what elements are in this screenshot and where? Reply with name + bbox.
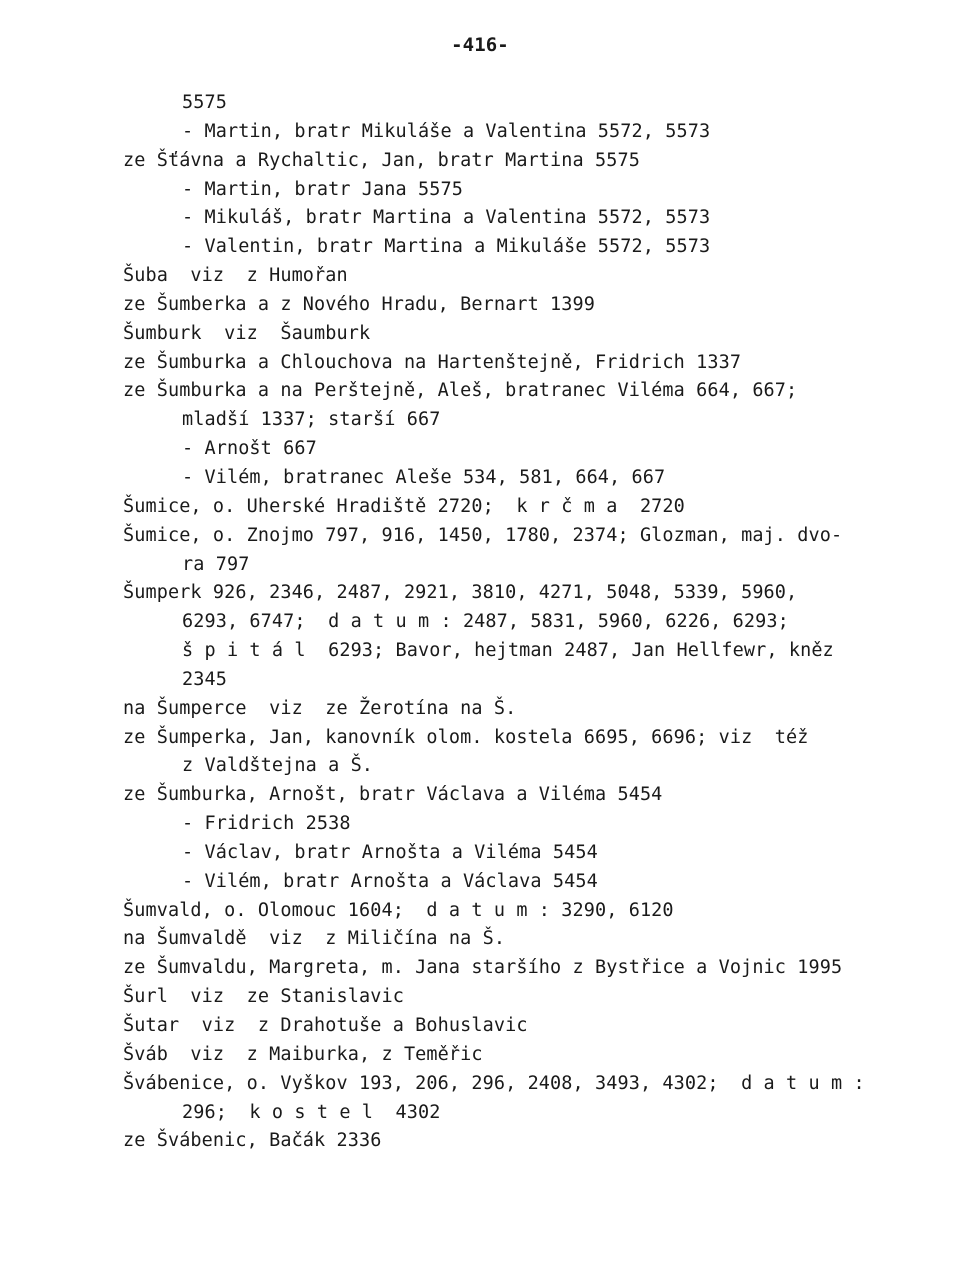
index-line-continuation: 5575 xyxy=(182,92,227,113)
index-line: Šuba viz z Humořan xyxy=(123,265,348,287)
index-line: ze Šumburka a Chlouchova na Hartenštejně, Fridrich 1337 xyxy=(123,351,742,373)
index-line-continuation: - Václav, bratr Arnošta a Viléma 5454 xyxy=(182,841,598,863)
index-line: na Šumperce viz ze Žerotína na Š. xyxy=(123,697,517,719)
index-line-continuation: - Valentin, bratr Martina a Mikuláše 5572, 5573 xyxy=(182,236,711,258)
index-line: Šurl viz ze Stanislavic xyxy=(123,986,404,1008)
page-number: -416- xyxy=(451,34,509,56)
index-line: Švábenice, o. Vyškov 193, 206, 296, 2408, 3493, 4302; d a t u m : xyxy=(123,1072,865,1094)
index-line: ze Šumperka, Jan, kanovník olom. kostela 6695, 6696; viz též xyxy=(123,726,809,748)
index-line-continuation: 2345 xyxy=(182,668,227,690)
index-line-continuation: - Vilém, bratr Arnošta a Václava 5454 xyxy=(182,870,598,892)
index-line: Šumburk viz Šaumburk xyxy=(123,322,371,344)
index-line-continuation: - Martin, bratr Mikuláše a Valentina 5572, 5573 xyxy=(182,120,711,142)
index-line: ze Šumberka a z Nového Hradu, Bernart 1399 xyxy=(123,293,595,315)
index-line-continuation: 296; k o s t e l 4302 xyxy=(182,1101,441,1123)
index-line: Šumvald, o. Olomouc 1604; d a t u m : 3290, 6120 xyxy=(123,899,674,921)
index-line: ze Šumburka a na Perštejně, Aleš, bratranec Viléma 664, 667; xyxy=(123,380,798,402)
index-line: ze Švábenic, Bačák 2336 xyxy=(123,1130,382,1152)
index-line-continuation: z Valdštejna a Š. xyxy=(182,755,374,777)
index-line: ze Šumburka, Arnošt, bratr Václava a Viléma 5454 xyxy=(123,784,663,806)
index-line-continuation: ra 797 xyxy=(182,553,250,575)
index-line: Šumice, o. Znojmo 797, 916, 1450, 1780, 2374; Glozman, maj. dvo- xyxy=(123,524,843,546)
index-line: Šutar viz z Drahotuše a Bohuslavic xyxy=(123,1015,528,1036)
index-line: Šumperk 926, 2346, 2487, 2921, 3810, 4271, 5048, 5339, 5960, xyxy=(123,582,798,604)
index-line-continuation: - Mikuláš, bratr Martina a Valentina 5572, 5573 xyxy=(182,207,711,229)
index-line-continuation: mladší 1337; starší 667 xyxy=(182,409,441,431)
index-line: na Šumvaldě viz z Miličína na Š. xyxy=(123,928,506,950)
index-line: ze Šumvaldu, Margreta, m. Jana staršího z Bystřice a Vojnic 1995 xyxy=(123,957,843,979)
index-line-continuation: š p i t á l 6293; Bavor, hejtman 2487, Jan Hellfewr, kněz xyxy=(182,640,834,662)
index-line-continuation: - Fridrich 2538 xyxy=(182,813,351,835)
index-line: Šváb viz z Maiburka, z Teměřic xyxy=(123,1043,483,1065)
index-line-continuation: 6293, 6747; d a t u m : 2487, 5831, 5960, 6226, 6293; xyxy=(182,611,789,633)
index-line-continuation: - Martin, bratr Jana 5575 xyxy=(182,178,463,200)
index-entries xyxy=(123,89,923,1156)
index-line-continuation: - Vilém, bratranec Aleše 534, 581, 664, 667 xyxy=(182,466,666,488)
index-line: Šumice, o. Uherské Hradiště 2720; k r č m a 2720 xyxy=(123,495,685,517)
index-line-continuation: - Arnošt 667 xyxy=(182,438,317,460)
index-line: ze Šťávna a Rychaltic, Jan, bratr Martina 5575 xyxy=(123,149,640,171)
